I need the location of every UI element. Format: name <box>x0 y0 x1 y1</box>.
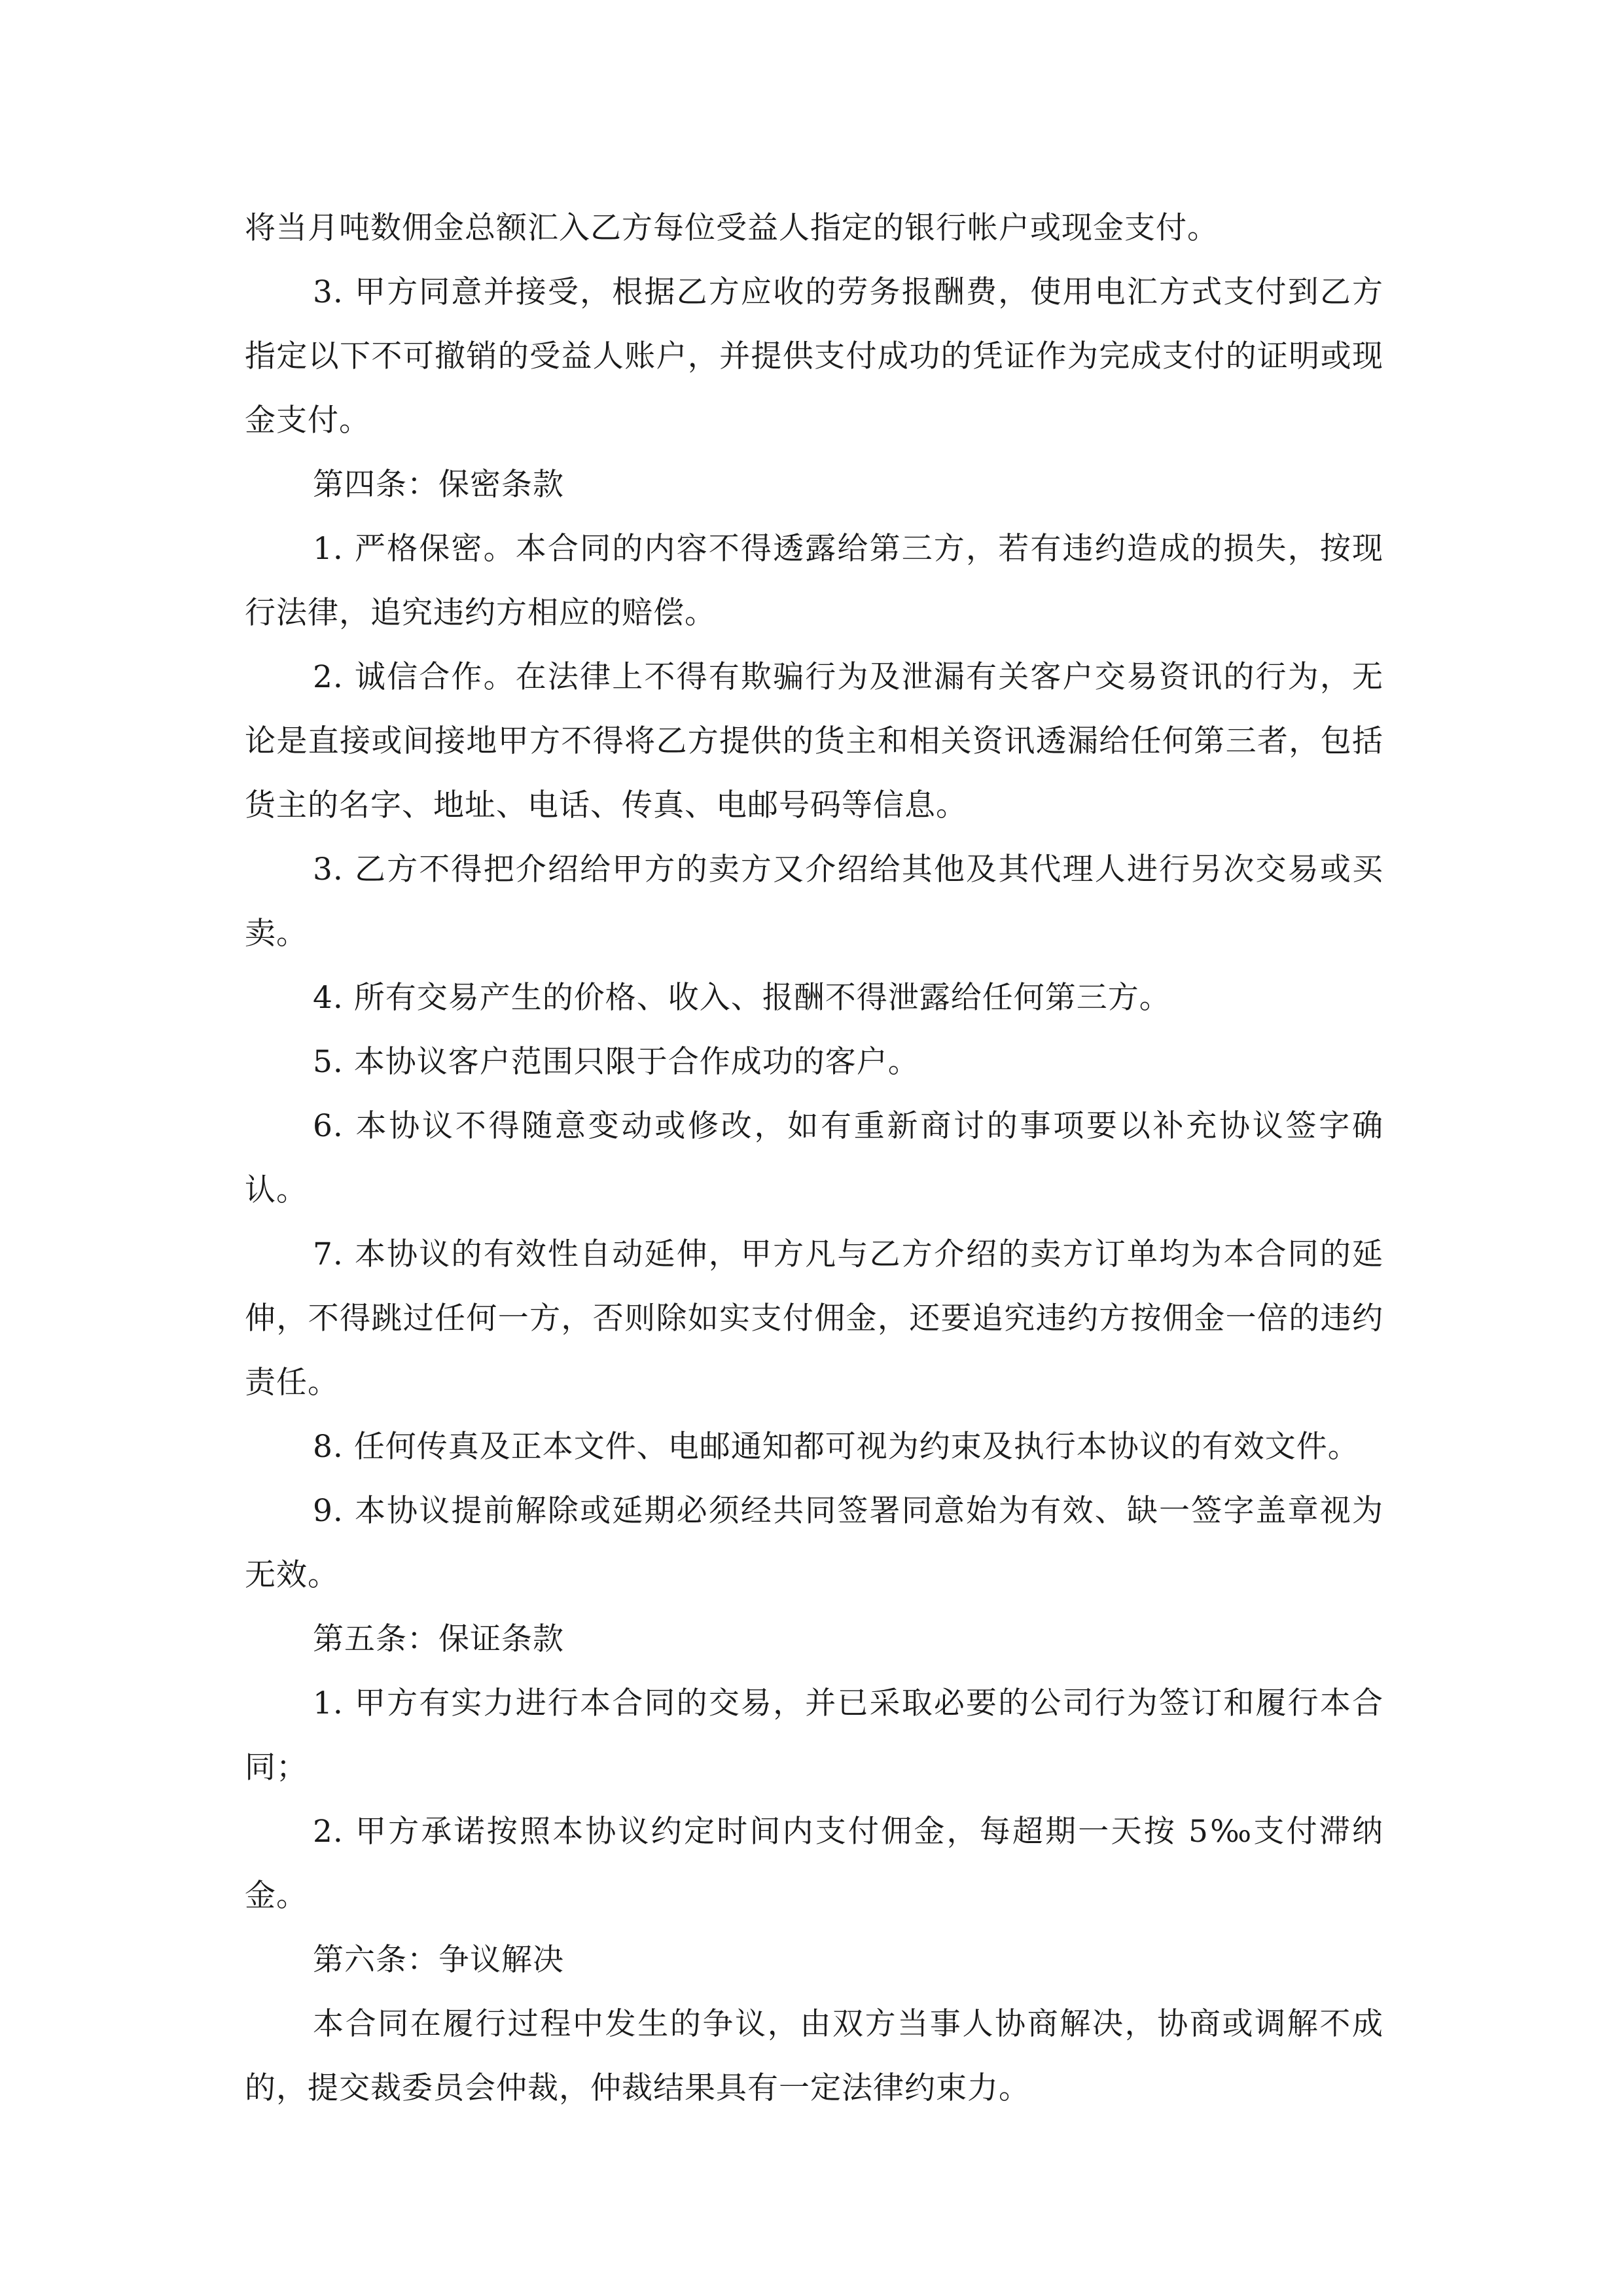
paragraph-confidentiality-7: 7. 本协议的有效性自动延伸，甲方凡与乙方介绍的卖方订单均为本合同的延伸，不得跳过任何一方，否则除如实支付佣金，还要追究违约方按佣金一倍的违约责任。 <box>245 1236 1383 1401</box>
paragraph-continuation: 将当月吨数佣金总额汇入乙方每位受益人指定的银行帐户或现金支付。 <box>245 210 1219 246</box>
section-heading-article-5: 第五条：保证条款 <box>313 1621 564 1657</box>
paragraph-clause-3-payment: 3. 甲方同意并接受，根据乙方应收的劳务报酬费，使用电汇方式支付到乙方指定以下不可撤销的受益人账户，并提供支付成功的凭证作为完成支付的证明或现金支付。 <box>245 274 1383 439</box>
section-heading-article-4: 第四条：保密条款 <box>313 467 564 503</box>
paragraph-confidentiality-4: 4. 所有交易产生的价格、收入、报酬不得泄露给任何第三方。 <box>313 980 1171 1016</box>
paragraph-confidentiality-5: 5. 本协议客户范围只限于合作成功的客户。 <box>313 1044 919 1080</box>
section-heading-article-6: 第六条：争议解决 <box>313 1942 564 1978</box>
paragraph-guarantee-1: 1. 甲方有实力进行本合同的交易，并已采取必要的公司行为签订和履行本合同； <box>245 1685 1383 1785</box>
paragraph-confidentiality-8: 8. 任何传真及正本文件、电邮通知都可视为约束及执行本协议的有效文件。 <box>313 1429 1359 1465</box>
paragraph-dispute-resolution: 本合同在履行过程中发生的争议，由双方当事人协商解决，协商或调解不成的，提交裁委员会仲裁，仲裁结果具有一定法律约束力。 <box>245 2006 1383 2106</box>
paragraph-confidentiality-1: 1. 严格保密。本合同的内容不得透露给第三方，若有违约造成的损失，按现行法律，追究违约方相应的赔偿。 <box>245 531 1383 631</box>
paragraph-confidentiality-3: 3. 乙方不得把介绍给甲方的卖方又介绍给其他及其代理人进行另次交易或买卖。 <box>245 852 1383 952</box>
paragraph-confidentiality-9: 9. 本协议提前解除或延期必须经共同签署同意始为有效、缺一签字盖章视为无效。 <box>245 1493 1383 1593</box>
paragraph-confidentiality-6: 6. 本协议不得随意变动或修改，如有重新商讨的事项要以补充协议签字确认。 <box>245 1108 1383 1208</box>
document-body <box>245 196 1383 2121</box>
paragraph-guarantee-2: 2. 甲方承诺按照本协议约定时间内支付佣金，每超期一天按 5‰支付滞纳金。 <box>245 1814 1383 1914</box>
paragraph-confidentiality-2: 2. 诚信合作。在法律上不得有欺骗行为及泄漏有关客户交易资讯的行为，无论是直接或间接地甲方不得将乙方提供的货主和相关资讯透漏给任何第三者，包括货主的名字、地址、电话、传真、电邮号码等信息。 <box>245 659 1383 823</box>
